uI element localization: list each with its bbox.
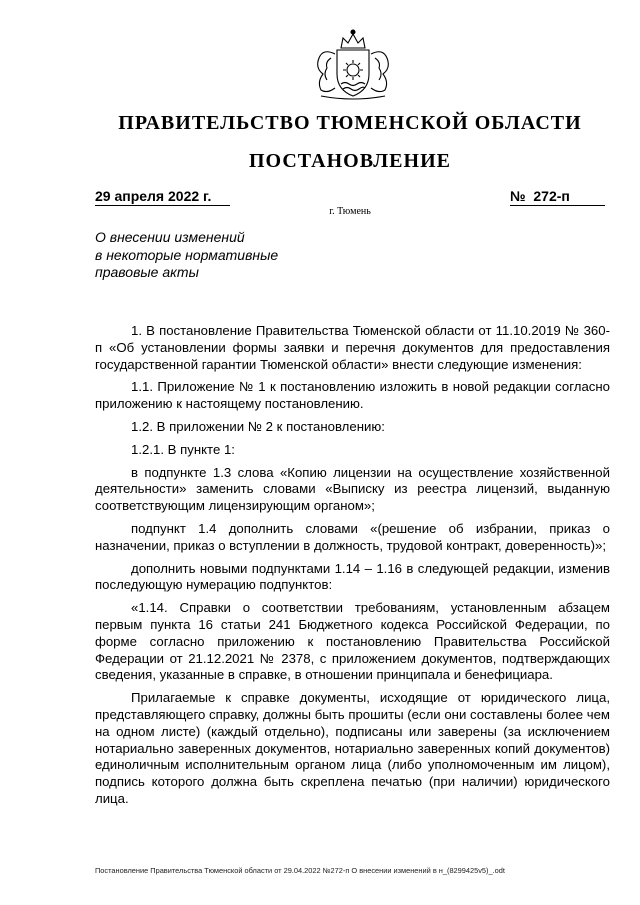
body-paragraph: 1.1. Приложение № 1 к постановлению изложить в новой редакции согласно приложению к настоящему постановлению. — [95, 379, 610, 412]
body-paragraph: 1.2. В приложении № 2 к постановлению: — [131, 418, 385, 434]
organization-name: ПРАВИТЕЛЬСТВО ТЮМЕНСКОЙ ОБЛАСТИ — [118, 112, 582, 134]
page-footer: Постановление Правительства Тюменской области от 29.04.2022 №272-п О внесении изменений в н_(8299425v5)_.odt — [95, 866, 505, 875]
body-paragraph: 1.2.1. В пункте 1: — [131, 441, 235, 457]
document-city: г. Тюмень — [329, 206, 371, 217]
document-subject — [95, 229, 305, 282]
body-paragraph: 1. В постановление Правительства Тюменской области от 11.10.2019 № 360-п «Об установлении формы заявки и перечня документов для предоставления государственной гарантии Тюменской области» внести следующие изменения: — [95, 323, 610, 372]
body-paragraph: подпункт 1.4 дополнить словами «(решение об избрании, приказ о назначении, приказ о вступлении в должность, трудовой контракт, доверенность)»; — [95, 520, 610, 553]
document-type: ПОСТАНОВЛЕНИЕ — [249, 150, 451, 172]
subject-line: О внесении изменений — [95, 229, 245, 245]
document-date: 29 апреля 2022 г. — [95, 188, 230, 206]
body-paragraph: Прилагаемые к справке документы, исходящие от юридического лица, представляющего справку, должны быть прошиты (если они составлены более чем на одном листе) (каждый отдельно), подписаны или заверены (за исключением нотариально заверенных документов, нотариально заверенных копий документов) единоличным исполнительным органом лица (либо уполномоченным им лицом), подпись которого должна быть скреплена печатью (при наличии) юридического лица. — [95, 690, 610, 806]
tyumen-coat-of-arms-icon — [301, 28, 405, 100]
subject-line: в некоторые нормативные — [95, 246, 279, 263]
body-paragraph: в подпункте 1.3 слова «Копию лицензии на осуществление хозяйственной деятельности» заменить словами «Выписку из реестра лицензий, выданную соответствующим лицензирующим органом»; — [95, 464, 610, 514]
document-number: № 272-п — [510, 188, 605, 206]
body-paragraph: «1.14. Справки о соответствии требованиям, установленным абзацем первым пункта 16 статьи 241 Бюджетного кодекса Российской Федерации, по форме согласно приложению к постановлению Правительства Российской Федерации от 21.12.2021 № 2378, с приложением документов, подтверждающих сведения, указанные в справке, в отношении принципала и бенефициара. — [95, 600, 610, 683]
body-paragraph: дополнить новыми подпунктами 1.14 – 1.16 в следующей редакции, изменив последующую нумерацию подпунктов: — [95, 560, 610, 593]
subject-line: правовые акты — [95, 264, 199, 280]
document-body — [95, 323, 610, 814]
